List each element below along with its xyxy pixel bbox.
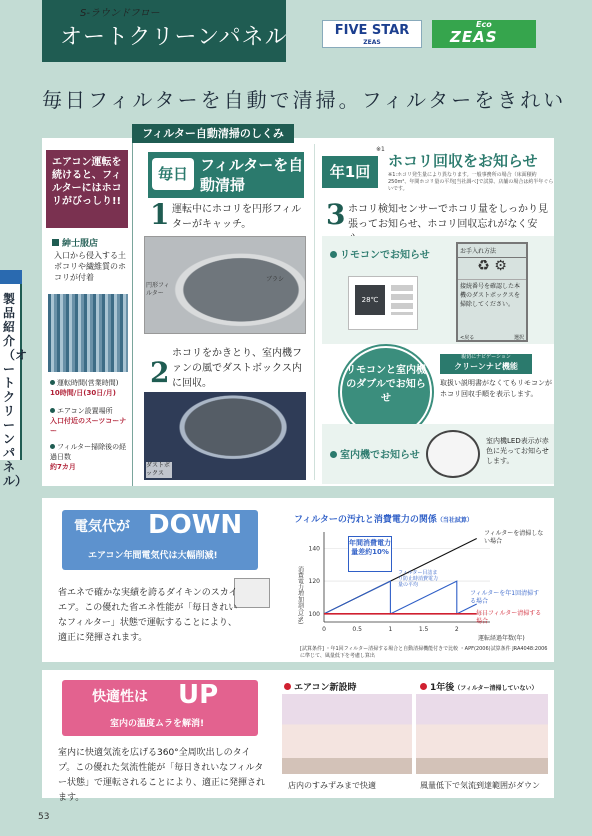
remote-notice-label: リモコンでお知らせ	[330, 246, 430, 261]
chart-callout: 年間消費電力量差約10%	[348, 536, 392, 572]
screen-text: 接続番号を確認した本機のダストボックスを掃除してください。	[460, 283, 521, 308]
remote-screen	[456, 242, 528, 342]
step2-number: 2	[150, 356, 170, 389]
y-tick-label: 120	[308, 578, 320, 586]
navi-desc: 取扱い説明書がなくてもリモコンがホコリ回収手順を表示します。	[440, 379, 552, 398]
footnote-mark: ※1	[376, 146, 385, 153]
comfort-body: 室内に快適気流を広げる360°全周吹出しのタイプ。この優れた気流性能が「毎日きれいなフィルター状態」で運転されることにより、適正に発揮されます。	[58, 748, 266, 803]
remote-buttons	[391, 285, 413, 315]
legend-yearly: フィルターを年1回清掃する場合	[470, 590, 540, 605]
dusty-filter-photo	[48, 294, 128, 372]
chart-heading: フィルターの汚れと消費電力の関係（当社試算）	[294, 515, 473, 525]
power-header	[62, 510, 258, 570]
header-subtitle: S-ラウンドフロー	[80, 8, 160, 19]
step3-number: 3	[326, 198, 346, 231]
power-title-a: 電気代が	[74, 519, 130, 535]
metric-hours: 運転時間(営業時間) 10時間/日(30日/月)	[50, 379, 119, 397]
y-tick-label: 100	[308, 610, 320, 618]
new-install-title: エアコン新設時	[284, 680, 357, 693]
section1-tab: フィルター自動清掃のしくみ	[132, 124, 294, 143]
yearly-title: ホコリ回収をお知らせ	[388, 152, 538, 170]
legend-dirty: フィルターを清掃しない場合	[484, 530, 544, 545]
header-title: オートクリーンパネル	[60, 25, 288, 50]
power-subtitle: エアコン年間電気代は大幅削減!	[88, 551, 218, 561]
x-tick-label: 2	[454, 626, 459, 633]
remote-display: 28℃	[355, 285, 385, 315]
screen-icons: ♻ ⚙	[458, 258, 526, 280]
round-filter-label: 円形フィルター	[146, 282, 170, 297]
indoor-unit-led	[426, 430, 480, 478]
dust-box-label: ダストボックス	[146, 462, 171, 477]
comfort-title-b: UP	[178, 680, 219, 710]
daily-title: フィルターを自動清掃	[200, 156, 304, 194]
screen-footer: <戻る 選択	[460, 335, 524, 341]
daily-badge: 毎日	[152, 158, 194, 190]
chart-ylabel: 消費電力増加割合(%)	[296, 566, 304, 625]
one-year-scene	[416, 694, 548, 774]
yearly-badge: 年1回	[322, 156, 378, 188]
side-tab-band	[0, 270, 22, 284]
column-divider	[314, 144, 315, 480]
ecozeas-logo: Eco ZEAS	[432, 20, 536, 48]
navi-label: 親切にナビゲーション クリーンナビ機能	[440, 354, 532, 374]
comfort-subtitle: 室内の温度ムラを解消!	[110, 719, 205, 729]
side-tab-label: 製品紹介（オートクリーンパネル）	[3, 292, 28, 488]
step3-text: ホコリ検知センサーでホコリ量をしっかり見張ってお知らせ、ホコリ回収忘れがなく安	[348, 204, 548, 230]
indoor-notice-label: 室内機でお知らせ	[330, 446, 420, 461]
side-category-tab	[0, 270, 28, 488]
screen-title: お手入れ方法	[458, 244, 526, 258]
brush-label: ブラシ	[266, 276, 285, 283]
section1-divider	[132, 138, 133, 486]
power-title-b: DOWN	[148, 510, 243, 540]
metric-location: エアコン設置場所 入口付近のスーツコーナー	[50, 407, 127, 435]
remote-controller	[348, 276, 418, 330]
new-install-caption: 店内のすみずみまで快適	[288, 781, 376, 790]
x-tick-label: 1.5	[418, 626, 429, 633]
one-year-caption: 風量低下で気流到達範囲がダウン	[420, 781, 540, 790]
yearly-note: ※1:ホコリ発生量により異なります。一般事務所の場合（床面積約250m²、年間ホコリ量の平均[当社調べ]で試算、店舗の場合は約半年ぐらいです。	[388, 172, 554, 192]
fivestar-logo: FIVE STAR ZEAS	[322, 20, 422, 48]
power-body: 省エネで確かな実績を誇るダイキンのスカイエア。この優れた省エネ性能が「毎日きれいなフィルター」状態で運転することにより、適正に発揮されます。	[58, 588, 238, 643]
step1-text: 運転中にホコリを円形フィルターがキャッチ。	[172, 204, 302, 230]
page-headline: 毎日フィルターを自動で清掃。フィルターをきれい	[42, 88, 567, 112]
dust-intro: エアコン運転を続けると、フィルターにはホコリがびっしり!!	[46, 150, 128, 228]
double-notice-circle: リモコンと室内機のダブルでお知らせ	[340, 346, 432, 438]
chart-footnote: [試算条件] ・年1回フィルター清掃する場合と自動清掃機能付きで比較 ・APF(2006)試算条件 JRA4048:2006に準じて、風量低下を考慮し算出	[300, 646, 548, 659]
chart-xlabel: 運転経過年数(年)	[478, 635, 525, 642]
comfort-title-a: 快適性は	[92, 689, 148, 705]
x-tick-label: 0.5	[352, 626, 362, 633]
store-label: 紳士服店	[52, 236, 98, 249]
one-year-title: 1年後（フィルター清掃していない）	[420, 680, 538, 693]
new-install-scene	[282, 694, 412, 774]
x-tick-label: 0	[322, 626, 326, 633]
metric-days: フィルター掃除後の経過日数 約7カ月	[50, 443, 127, 471]
chart-annotation: フィルター目詰まり防止時消費電力量の平均	[398, 570, 439, 588]
indoor-desc: 室内機LED表示が赤色に光ってお知らせします。	[486, 437, 549, 465]
store-desc: 入口から侵入する土ボコリや繊維質のホコリが付着	[54, 251, 126, 282]
page-number: 53	[38, 812, 50, 822]
comfort-header	[62, 680, 258, 736]
legend-daily: 毎日フィルター清掃する場合	[476, 610, 542, 625]
y-tick-label: 140	[308, 545, 320, 553]
x-tick-label: 1	[388, 626, 393, 633]
step2-text: ホコリをかきとり、室内機ファンの風でダストボックス内に回収。	[172, 348, 302, 389]
step1-number: 1	[150, 198, 170, 231]
